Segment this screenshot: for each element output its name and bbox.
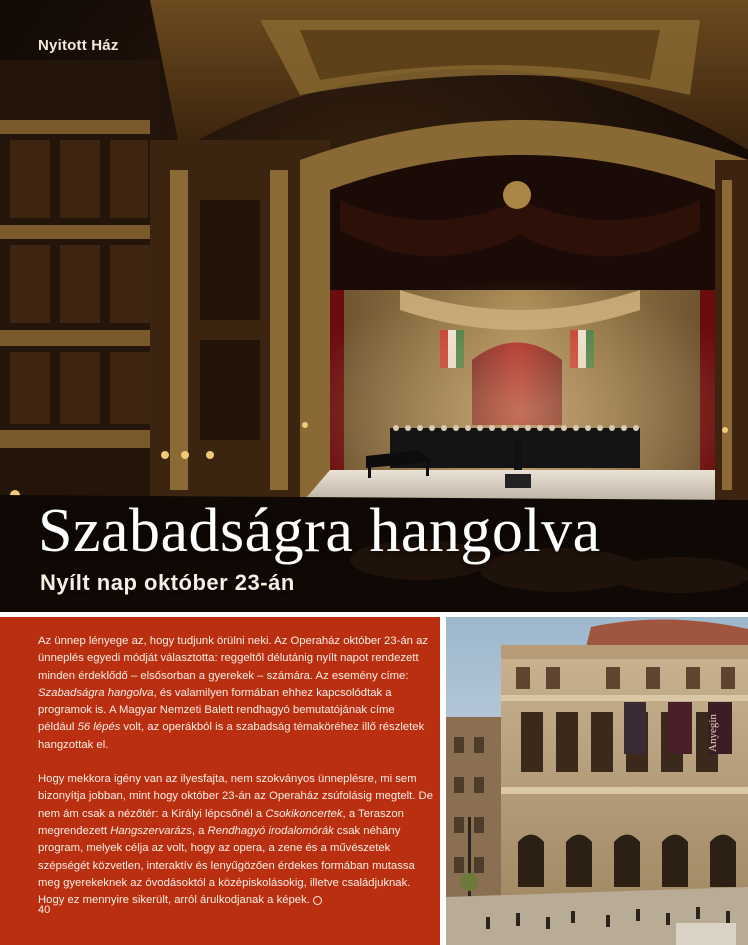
exterior-photo-opera-house [446,617,748,945]
article-text-panel [0,617,440,945]
text-run: Az ünnep lényege az, hogy tudjunk örülni neki. Az Operaház október 23-án az ünneplés egyedi módját választotta: reggeltől délutánig nyílt napot rendezett minden érdeklődő – elsősorban a gyerekek – számára. Az esemény címe: [38,635,428,682]
italic-title-run: Szabadságra hangolva [38,686,154,699]
page-number: 40 [38,904,51,916]
article-body [38,633,434,926]
article-end-mark [313,896,322,905]
text-run: volt, az operákból is a szabadság témaköréhez illő részletek hangzottak el. [38,721,425,751]
italic-title-run: Rendhagyó irodalomórák [207,824,334,837]
banner-anyegin: Anyegin [707,714,719,752]
italic-title-run: Hangszervarázs [110,824,192,837]
text-run: , a Teraszon megrendezett [38,807,404,837]
article-paragraph-1 [38,633,434,754]
text-run: , a [191,824,208,837]
italic-title-run: Csokikoncertek [265,807,343,820]
text-run: Hogy mekkora igény van az ilyesfajta, nem szokványos ünneplésre, mi sem bizonyítja jobban, mint hogy október 23-án az Operaház zsúfolásig megtelt. De nem ám csak a nézőtér: a Királyi lépcsőnél a [38,773,433,820]
opera-house-facade-illustration [446,617,748,945]
section-label: Nyitott Ház [38,37,119,54]
text-run: , és valamilyen formában ehhez kapcsolódtak a programok is. A Magyar Nemzeti Balett rendhagyó bemutatójának címe például [38,686,395,734]
text-run: csak néhány program, melyek célja az volt, hogy az opera, a zene és a művészetek szépségét közvetlen, interaktív és lenyűgözően érdekes formában mutassa meg gyerekeknek az óvodásoktól a középiskolásokig, illetve családjuknak. Hogy ez mennyire sikerült, arról árulkodjanak a képek. [38,824,415,907]
article-headline: Szabadságra hangolva [38,497,601,565]
article-paragraph-2 [38,771,434,909]
italic-title-run: 56 lépés [77,721,121,734]
article-subheadline: Nyílt nap október 23-án [40,570,295,595]
